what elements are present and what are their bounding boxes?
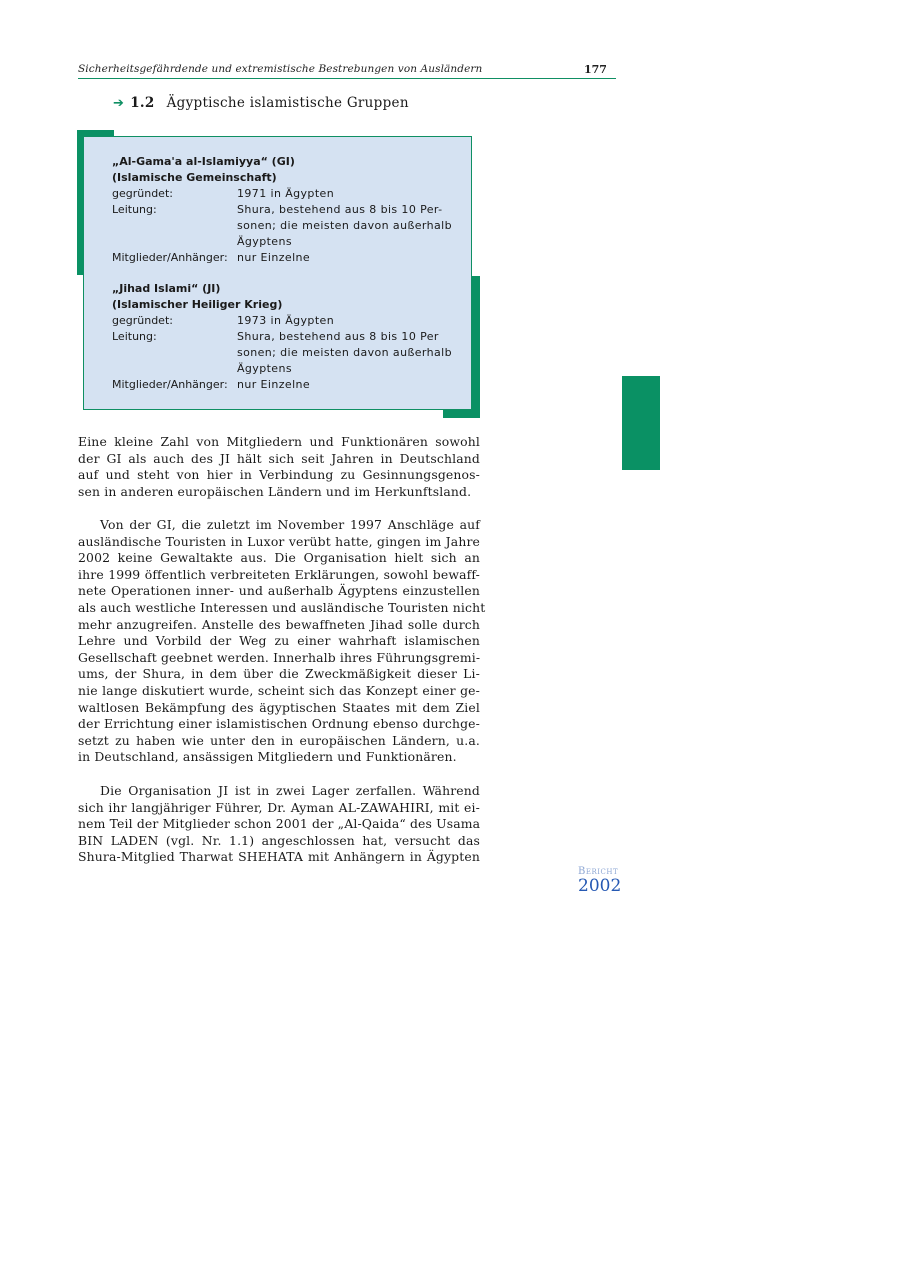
arrow-right-icon: ➔ <box>113 96 125 111</box>
text-line: ausländische Touristen in Luxor verübt hatte, gingen im Jahre <box>78 533 480 549</box>
founded-value: 1971 in Ägypten <box>237 187 335 200</box>
leadership-value-line: Ägyptens <box>237 235 292 248</box>
leadership-row <box>112 202 452 218</box>
text-line: 2002 keine Gewaltakte aus. Die Organisation hielt sich an <box>78 550 480 566</box>
decorative-green-side-bar <box>622 376 660 470</box>
organization-info-box <box>83 136 472 410</box>
paragraph-1 <box>78 434 480 500</box>
text-line: setzt zu haben wie unter den in europäischen Ländern, u.a. <box>78 732 480 748</box>
text-line: Eine kleine Zahl von Mitgliedern und Funktionären sowohl <box>78 434 480 449</box>
text-line: nete Operationen inner- und außerhalb Ägyptens einzustellen <box>78 583 480 599</box>
leadership-value-line: sonen; die meisten davon außerhalb <box>237 219 453 232</box>
org-name-translation: (Islamischer Heiliger Krieg) <box>112 298 283 311</box>
section-heading <box>113 95 409 111</box>
section-number: 1.2 <box>130 95 155 111</box>
text-line: in Deutschland, ansässigen Mitgliedern und Funktionären. <box>78 749 457 765</box>
text-line: waltlosen Bekämpfung des ägyptischen Staates mit dem Ziel <box>78 699 480 715</box>
members-row <box>112 377 452 393</box>
founded-label: gegründet: <box>112 187 173 200</box>
running-header-title: Sicherheitsgefährdende und extremistische Bestrebungen von Ausländern <box>78 63 483 75</box>
text-line: ihre 1999 öffentlich verbreiteten Erklärungen, sowohl bewaff- <box>78 566 480 582</box>
running-header <box>78 62 616 79</box>
report-year: 2002 <box>578 876 622 896</box>
members-value: nur Einzelne <box>237 378 311 391</box>
text-line: Von der GI, die zuletzt im November 1997 Anschläge auf <box>100 517 480 532</box>
org-name-translation: (Islamische Gemeinschaft) <box>112 171 277 184</box>
page-number: 177 <box>584 63 607 76</box>
leadership-value-line: sonen; die meisten davon außerhalb <box>237 346 453 359</box>
text-line: Die Organisation JI ist in zwei Lager zerfallen. Während <box>100 783 480 798</box>
leadership-value-line: Ägyptens <box>237 362 292 375</box>
text-line: Lehre und Vorbild der Weg zu einer wahrhaft islamischen <box>78 633 480 649</box>
text-line: Shura-Mitglied Tharwat SHEHATA mit Anhängern in Ägypten <box>78 849 480 865</box>
members-label: Mitglieder/Anhänger: <box>112 251 228 264</box>
members-label: Mitglieder/Anhänger: <box>112 378 228 391</box>
members-value: nur Einzelne <box>237 251 311 264</box>
org-entry-ji <box>112 281 452 393</box>
text-line: Gesellschaft geebnet werden. Innerhalb ihres Führungsgremi- <box>78 649 481 665</box>
leadership-value-line: Shura, bestehend aus 8 bis 10 Per- <box>237 203 443 216</box>
org-name: „Al-Gama'a al-Islamiyya“ (GI) <box>112 155 295 168</box>
text-line: als auch westliche Interessen und ausländische Touristen nicht <box>78 599 486 615</box>
leadership-row <box>112 329 452 345</box>
leadership-row-cont <box>112 218 452 234</box>
org-entry-gi <box>112 154 452 266</box>
org-name: „Jihad Islami“ (JI) <box>112 282 221 295</box>
leadership-row-cont <box>112 361 452 377</box>
text-line: nem Teil der Mitglieder schon 2001 der „Al-Qaida“ des Usama <box>78 816 481 832</box>
founded-value: 1973 in Ägypten <box>237 314 335 327</box>
text-line: der Errichtung einer islamistischen Ordnung ebenso durchge- <box>78 716 480 732</box>
text-line: mehr anzugreifen. Anstelle des bewaffneten Jihad solle durch <box>78 616 480 632</box>
paragraph-3 <box>78 783 480 866</box>
text-line: ums, der Shura, in dem über die Zweckmäßigkeit dieser Li- <box>78 666 480 682</box>
text-line: BIN LADEN (vgl. Nr. 1.1) angeschlossen hat, versucht das <box>78 832 480 848</box>
paragraph-2 <box>78 517 486 766</box>
text-line: nie lange diskutiert wurde, scheint sich das Konzept einer ge- <box>78 682 480 698</box>
section-title: Ägyptische islamistische Gruppen <box>166 95 409 111</box>
text-line: auf und steht von hier in Verbindung zu Gesinnungsgenos- <box>78 467 480 483</box>
leadership-row-cont <box>112 234 452 250</box>
text-line: der GI als auch des JI hält sich seit Jahren in Deutschland <box>78 450 480 466</box>
report-year-mark <box>578 866 621 895</box>
founded-label: gegründet: <box>112 314 173 327</box>
leadership-value-line: Shura, bestehend aus 8 bis 10 Per <box>237 330 439 343</box>
text-line: sen in anderen europäischen Ländern und im Herkunftsland. <box>78 483 472 499</box>
leadership-row-cont <box>112 345 452 361</box>
members-row <box>112 250 452 266</box>
founded-row <box>112 313 452 329</box>
founded-row <box>112 186 452 202</box>
report-label: Bericht <box>578 866 619 877</box>
leadership-label: Leitung: <box>112 203 157 216</box>
leadership-label: Leitung: <box>112 330 157 343</box>
text-line: sich ihr langjähriger Führer, Dr. Ayman AL-ZAWAHIRI, mit ei- <box>78 799 480 815</box>
